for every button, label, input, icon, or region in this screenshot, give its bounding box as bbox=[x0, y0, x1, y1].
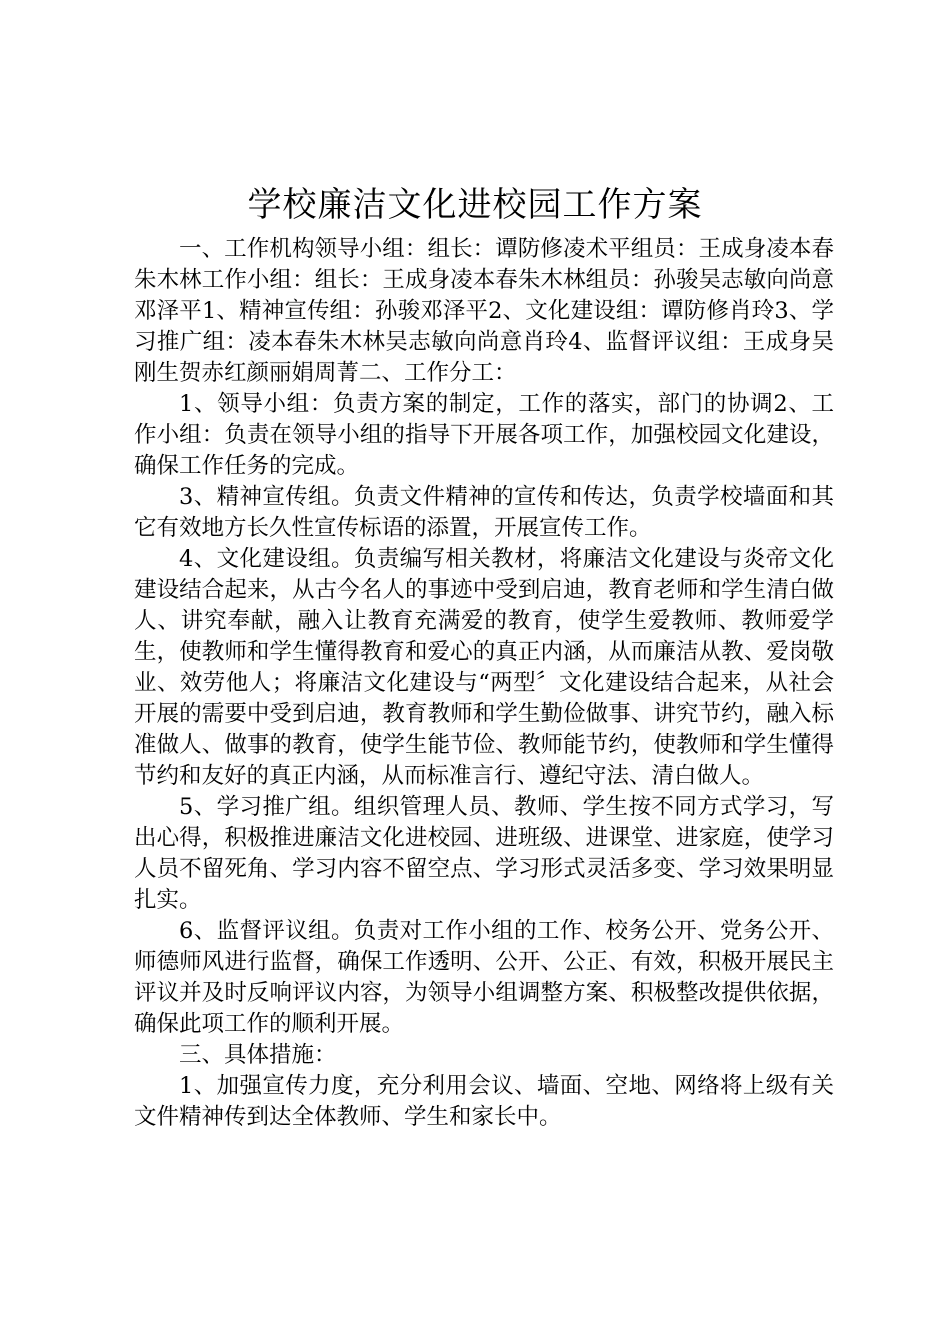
paragraph-measure-1: 1、加强宣传力度，充分利用会议、墙面、空地、网络将上级有关文件精神传到达全体教师、学生和家长中。 bbox=[134, 1073, 834, 1130]
document-title: 学校廉洁文化进校园工作方案 bbox=[247, 185, 703, 225]
paragraph-organization: 一、工作机构领导小组：组长：谭防修凌术平组员：王成身凌本春朱木林工作小组：组长：王成身凌本春朱木林组员：孙骏吴志敏向尚意邓泽平1、精神宣传组：孙骏邓泽平2、文化建设组：谭防修肖玲3、学习推广组：凌本春朱木林吴志敏向尚意肖玲4、监督评议组：王成身吴刚生贺赤红颜丽娟周菁二、工作分工： bbox=[134, 236, 834, 386]
paragraph-leadership-group: 1、领导小组：负责方案的制定，工作的落实，部门的协调2、工作小组：负责在领导小组的指导下开展各项工作，加强校园文化建设，确保工作任务的完成。 bbox=[134, 391, 834, 479]
paragraph-measures-heading: 三、具体措施： bbox=[179, 1042, 337, 1068]
paragraph-promotion-group: 5、学习推广组。组织管理人员、教师、学生按不同方式学习，写出心得，积极推进廉洁文化进校园、进班级、进课堂、进家庭，使学习人员不留死角、学习内容不留空点、学习形式灵活多变、学习效果明显扎实。 bbox=[134, 794, 834, 913]
paragraph-supervision-group: 6、监督评议组。负责对工作小组的工作、校务公开、党务公开、师德师风进行监督，确保工作透明、公开、公正、有效，积极开展民主评议并及时反响评议内容，为领导小组调整方案、积极整改提供依据，确保此项工作的顺利开展。 bbox=[134, 918, 834, 1037]
paragraph-publicity-group: 3、精神宣传组。负责文件精神的宣传和传达，负责学校墙面和其它有效地方长久性宣传标语的添置，开展宣传工作。 bbox=[134, 484, 834, 541]
paragraph-culture-group: 4、文化建设组。负责编写相关教材，将廉洁文化建设与炎帝文化建设结合起来，从古今名人的事迹中受到启迪，教育老师和学生清白做人、讲究奉献，融入让教育充满爱的教育，使学生爱教师、教师爱学生，使教师和学生懂得教育和爱心的真正内涵，从而廉洁从教、爱岗敬业、效劳他人；将廉洁文化建设与“两型〞文化建设结合起来，从社会开展的需要中受到启迪，教育教师和学生勤俭做事、讲究节约，融入标准做人、做事的教育，使学生能节俭、教师能节约，使教师和学生懂得节约和友好的真正内涵，从而标准言行、遵纪守法、清白做人。 bbox=[134, 546, 834, 789]
document-body bbox=[134, 234, 834, 1133]
